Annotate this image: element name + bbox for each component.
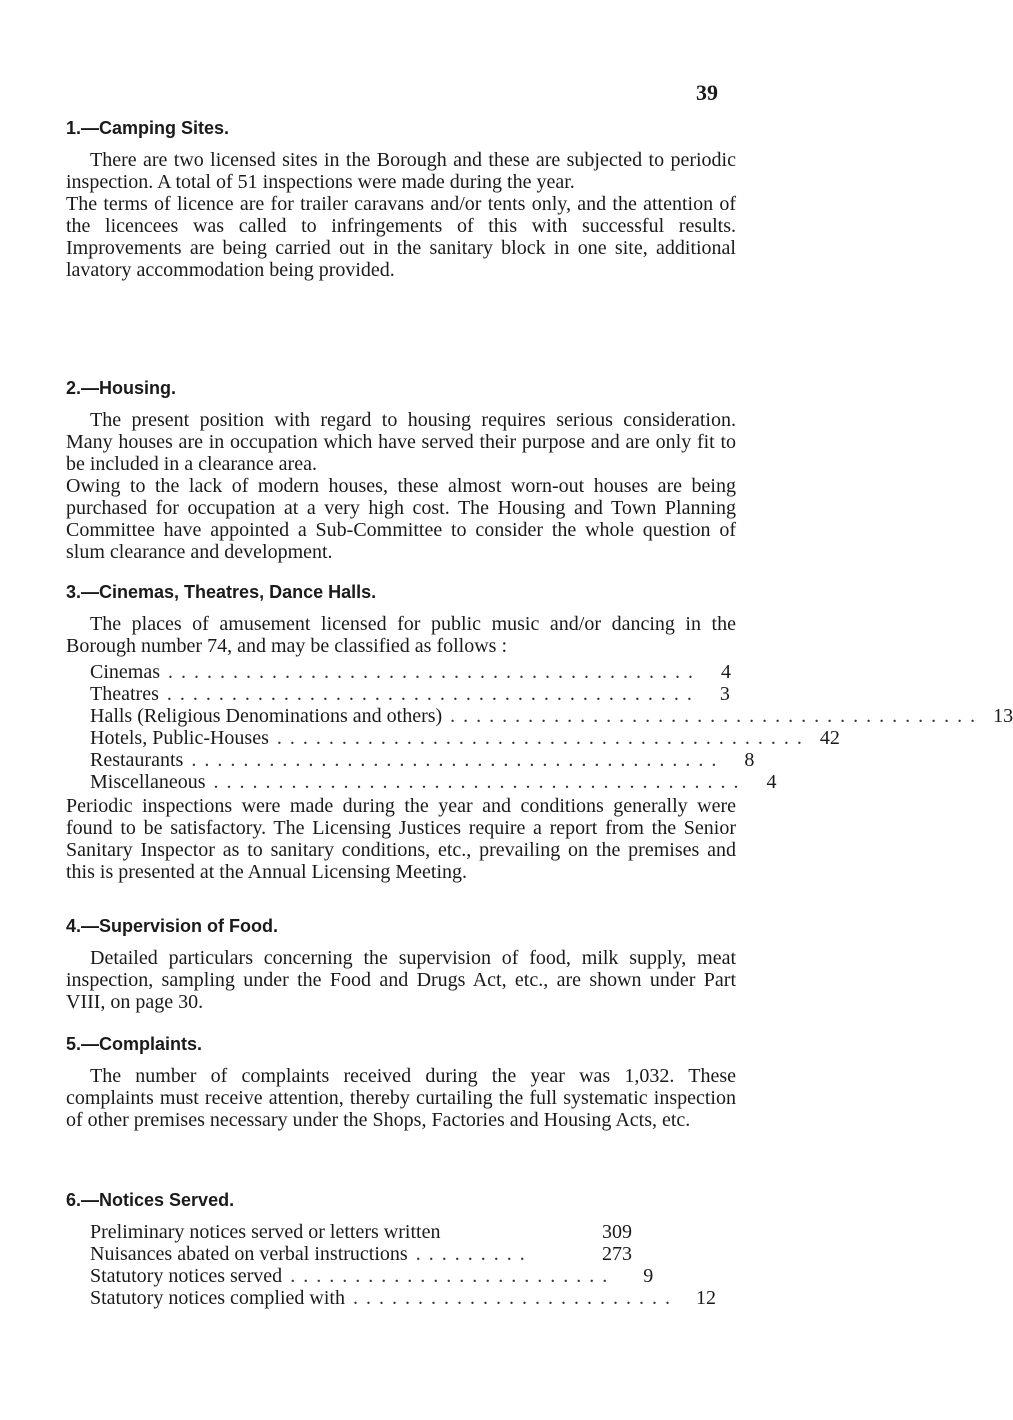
paragraph: The places of amusement licensed for public music and/or dancing in the Borough number 74, and may be classified as follows : [66,613,736,657]
item-label: Cinemas [90,661,160,683]
section-camping-sites [66,118,736,281]
paragraph: The number of complaints received during the year was 1,032. These complaints must receive attention, thereby curtailing the full systematic inspection of other premises necessary under the Shops, Factories and Housing Acts, etc. [66,1065,736,1131]
list-item [90,1243,632,1265]
section-heading: 5.—Complaints. [66,1034,203,1054]
list-item [90,661,731,683]
leader-dots: ......................... [352,1287,678,1309]
section-notices-served [66,1190,736,1309]
item-value: 273 [602,1243,632,1265]
list-item [90,749,755,771]
section-housing [66,378,736,563]
leader-dots: ......................................... [213,771,747,793]
item-label: Restaurants [90,749,184,771]
section-supervision-of-food [66,916,736,1013]
leader-dots: ......................................... [191,749,725,771]
item-label: Nuisances abated on verbal instructions [90,1243,408,1265]
paragraph: Periodic inspections were made during the year and conditions generally were found to be satisfactory. The Licensing Justices require a report from the Senior Sanitary Inspector as to sanitary conditions, etc., prevailing on the premises and this is presented at the Annual Licensing Meeting. [66,795,736,883]
page-number: 39 [696,80,718,105]
paragraph: The present position with regard to housing requires serious consideration. Many houses are in occupation which have served their purpose and are only fit to be included in a clearance area. [66,409,736,475]
list-item [90,771,777,793]
list-item [90,683,730,705]
leader-dots: ......................... [290,1265,616,1287]
paragraph: Detailed particulars concerning the supervision of food, milk supply, meat inspection, sampling under the Food and Drugs Act, etc., are shown under Part VIII, on page 30. [66,947,736,1013]
leader-dots: ......... [415,1243,533,1265]
list-item [90,1287,716,1309]
item-value: 3 [719,683,730,705]
amusement-list [90,661,1013,793]
section-complaints [66,1034,736,1131]
list-item [90,727,840,749]
list-item [90,1221,632,1243]
list-item [90,705,1013,727]
notices-list [90,1221,716,1309]
section-cinemas-theatres [66,582,1013,883]
leader-dots: ......................................... [166,683,700,705]
section-heading: 1.—Camping Sites. [66,118,230,138]
section-heading: 2.—Housing. [66,378,177,398]
leader-dots: ......................................... [276,727,810,749]
item-label: Statutory notices complied with [90,1287,345,1309]
item-value: 13 [993,705,1013,727]
item-label: Hotels, Public-Houses [90,727,269,749]
paragraph: There are two licensed sites in the Borough and these are subjected to periodic inspection. A total of 51 inspections were made during the year. [66,149,736,193]
item-value: 8 [744,749,755,771]
item-value: 42 [819,727,840,749]
item-value: 4 [721,661,731,683]
list-item [90,1265,654,1287]
item-value: 9 [643,1265,654,1287]
item-value: 309 [602,1221,632,1243]
section-heading: 4.—Supervision of Food. [66,916,279,936]
paragraph: Owing to the lack of modern houses, these almost worn-out houses are being purchased for occupation at a very high cost. The Housing and Town Planning Committee have appointed a Sub-Committee to consider the whole question of slum clearance and development. [66,475,736,563]
item-label: Statutory notices served [90,1265,283,1287]
section-heading: 6.—Notices Served. [66,1190,235,1210]
item-value: 4 [766,771,777,793]
item-label: Theatres [90,683,159,705]
leader-dots: ......................................... [450,705,984,727]
item-label: Miscellaneous [90,771,206,793]
item-label: Halls (Religious Denominations and others) [90,705,443,727]
section-heading: 3.—Cinemas, Theatres, Dance Halls. [66,582,377,602]
paragraph: The terms of licence are for trailer caravans and/or tents only, and the attention of the licencees was called to infringements of this with successful results. Improvements are being carried out in the sanitary block in one site, additional lavatory accommodation being provided. [66,193,736,281]
item-value: 12 [695,1287,716,1309]
leader-dots: ......................................... [168,661,701,683]
item-label: Preliminary notices served or letters written [90,1221,441,1243]
